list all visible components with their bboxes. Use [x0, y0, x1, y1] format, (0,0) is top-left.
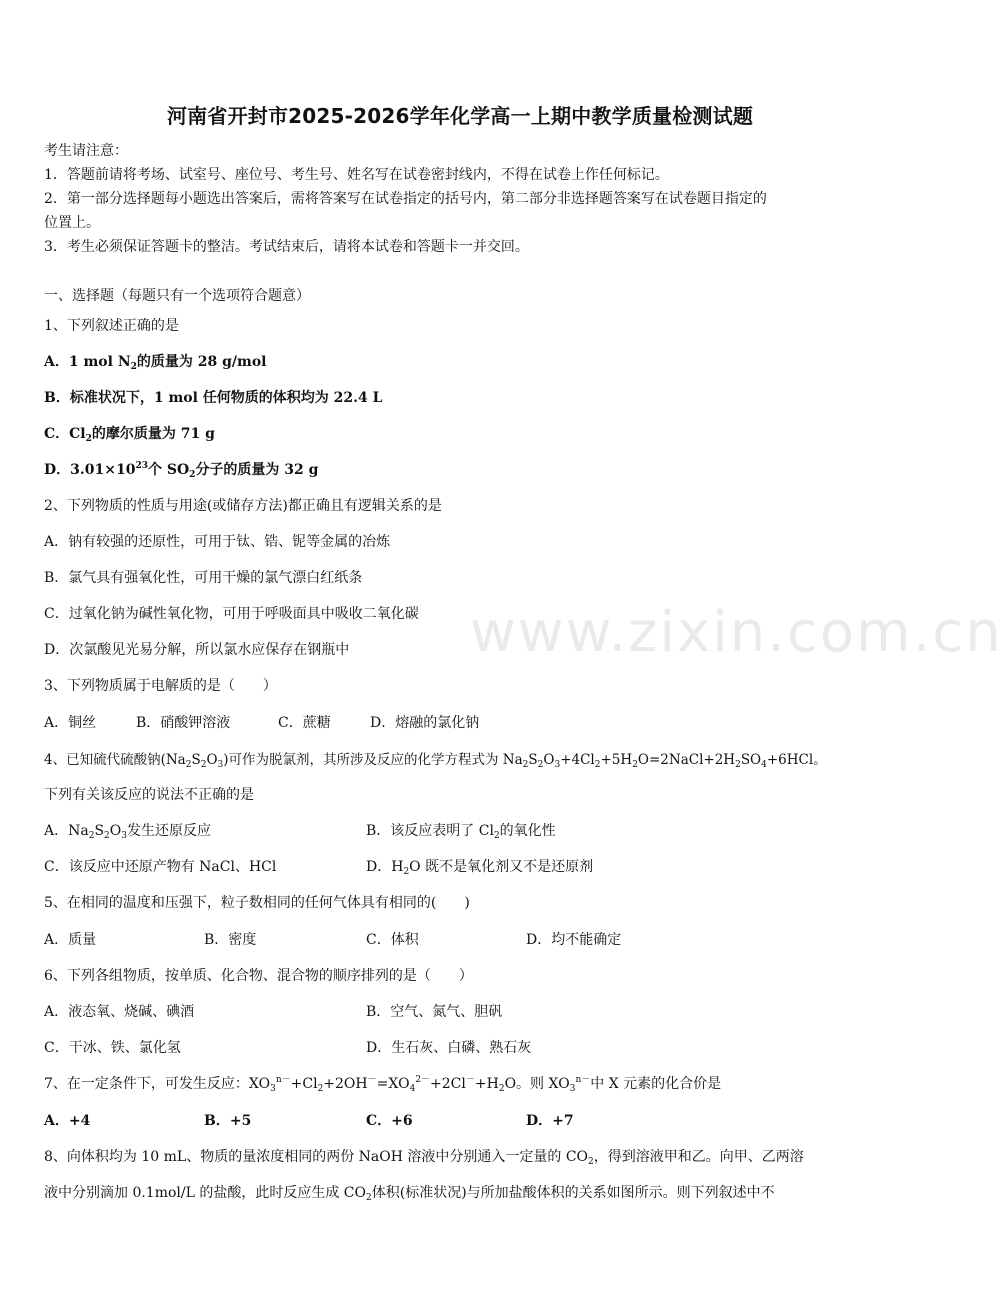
q6-option-c: C．干冰、铁、氯化氢 — [44, 1040, 181, 1056]
question-2-stem: 2、下列物质的性质与用途(或储存方法)都正确且有逻辑关系的是 — [44, 498, 442, 514]
q7-option-c: C．+6 — [366, 1113, 413, 1129]
notice-item: 位置上。 — [44, 215, 100, 231]
q7-option-b: B．+5 — [204, 1113, 252, 1129]
question-4-stem: 4、已知硫代硫酸钠$(Na_2S_2O_3)$可作为脱氯剂，其所涉及反应的化学方程式为 $Na_2S_2O_3+4Cl_2+5H_2O=2NaCl+2H_2SO_4+6HCl$。 — [44, 752, 827, 770]
question-3-stem: 3、下列物质属于电解质的是（ ） — [44, 678, 277, 694]
question-8-stem-2: 液中分别滴加 0.1mol/L 的盐酸，此时反应生成 $CO_2$体积(标准状况)与所加盐酸体积的关系如图所示。则下列叙述中不 — [44, 1185, 775, 1203]
q5-option-a: A．质量 — [44, 932, 97, 948]
q6-option-b: B．空气、氮气、胆矾 — [366, 1004, 503, 1020]
q3-option-c: C．蔗糖 — [278, 715, 331, 731]
question-8-stem: 8、向体积均为 10 mL、物质的量浓度相同的两份 NaOH 溶液中分别通入一定量的 $CO_2$，得到溶液甲和乙。向甲、乙两溶 — [44, 1149, 804, 1167]
q4-option-c: C．该反应中还原产物有 NaCl、HCl — [44, 859, 277, 875]
q5-option-c: C．体积 — [366, 932, 419, 948]
question-5-stem: 5、在相同的温度和压强下，粒子数相同的任何气体具有相同的( ) — [44, 895, 470, 911]
q2-option-c: C．过氧化钠为碱性氧化物，可用于呼吸面具中吸收二氧化碳 — [44, 606, 419, 622]
q3-option-b: B．硝酸钾溶液 — [136, 715, 231, 731]
question-4-stem-2: 下列有关该反应的说法不正确的是 — [44, 787, 254, 803]
q2-option-b: B．氯气具有强氧化性，可用干燥的氯气漂白红纸条 — [44, 570, 363, 586]
q2-option-a: A．钠有较强的还原性，可用于钛、锆、铌等金属的冶炼 — [44, 534, 391, 550]
q1-option-c: C．$Cl_2$的摩尔质量为 71 g — [44, 426, 215, 444]
q6-option-a: A．液态氧、烧碱、碘酒 — [44, 1004, 195, 1020]
q1-option-a: A．1 mol $N_2$的质量为 28 g/mol — [44, 354, 267, 372]
watermark: www.zixin.com.cn — [470, 600, 1003, 665]
q1-option-b: B．标准状况下，1 mol 任何物质的体积均为 22.4 L — [44, 390, 383, 406]
q7-option-d: D．+7 — [526, 1113, 574, 1129]
section-heading: 一、选择题（每题只有一个选项符合题意） — [44, 288, 310, 304]
notice-heading: 考生请注意： — [44, 143, 128, 159]
q4-option-b: B．该反应表明了 $Cl_2$的氧化性 — [366, 823, 556, 841]
q7-option-a: A．+4 — [44, 1113, 91, 1129]
q1-option-d: D．$3.01\times 10^{23}$个 $SO_2$分子的质量为 32 g — [44, 461, 319, 480]
q5-option-d: D．均不能确定 — [526, 932, 622, 948]
question-6-stem: 6、下列各组物质，按单质、化合物、混合物的顺序排列的是（ ） — [44, 968, 473, 984]
question-7-stem: 7、在一定条件下，可发生反应：$XO_3^{n-}+Cl_2+2OH^-=XO_4^{2-}+2Cl^-+H_2O$。则 $XO_3^{n-}$中 X 元素的化合价是 — [44, 1075, 722, 1094]
q5-option-b: B．密度 — [204, 932, 257, 948]
question-1-stem: 1、下列叙述正确的是 — [44, 318, 179, 334]
page-title: 河南省开封市2025-2026学年化学高一上期中教学质量检测试题 — [166, 104, 754, 128]
q3-option-d: D．熔融的氯化钠 — [370, 715, 480, 731]
notice-item: 2．第一部分选择题每小题选出答案后，需将答案写在试卷指定的括号内，第二部分非选择题答案写在试卷题目指定的 — [44, 191, 767, 207]
notice-item: 1．答题前请将考场、试室号、座位号、考生号、姓名写在试卷密封线内，不得在试卷上作任何标记。 — [44, 167, 669, 183]
q6-option-d: D．生石灰、白磷、熟石灰 — [366, 1040, 532, 1056]
q3-option-a: A．铜丝 — [44, 715, 97, 731]
q4-option-d: D．$H_2O$ 既不是氧化剂又不是还原剂 — [366, 859, 594, 877]
q4-option-a: A．$Na_2S_2O_3$发生还原反应 — [44, 823, 211, 841]
q2-option-d: D．次氯酸见光易分解，所以氯水应保存在钢瓶中 — [44, 642, 350, 658]
notice-item: 3．考生必须保证答题卡的整洁。考试结束后，请将本试卷和答题卡一并交回。 — [44, 239, 529, 255]
